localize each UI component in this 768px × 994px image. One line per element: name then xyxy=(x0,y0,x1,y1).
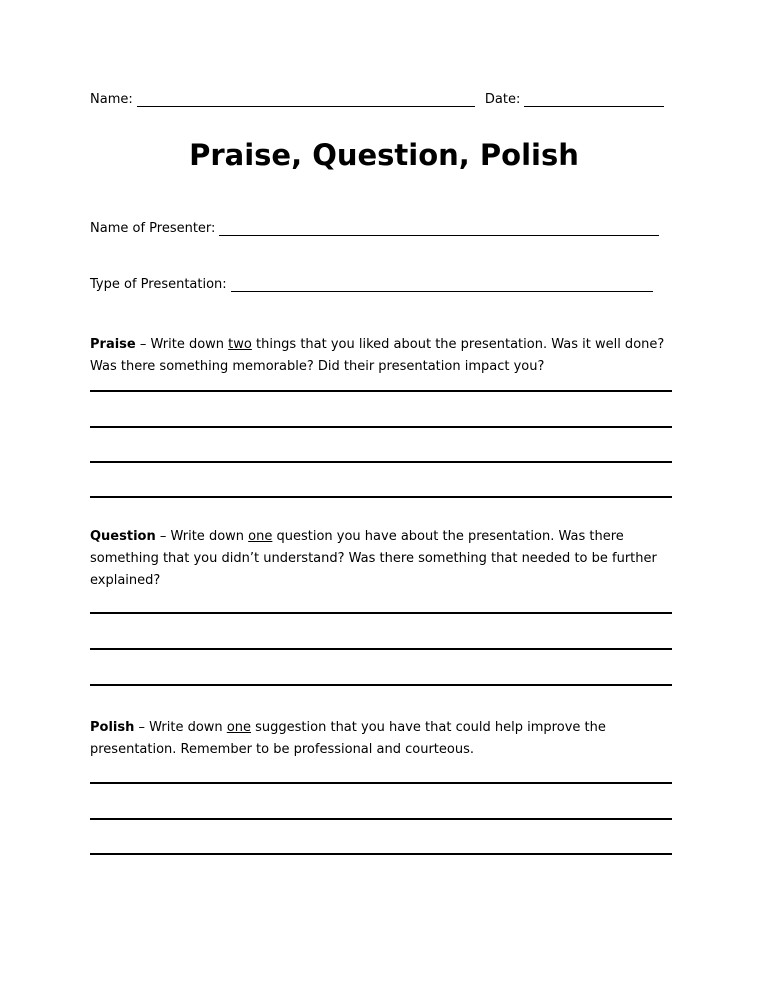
question-text: – Write down xyxy=(155,529,249,544)
polish-text-rest: suggestion that you have that could help improve the presentation. Remember to be professional and courteous. xyxy=(90,720,606,757)
question-line-3[interactable] xyxy=(90,684,672,686)
praise-instructions xyxy=(90,334,680,378)
date-field[interactable] xyxy=(524,92,664,107)
polish-count: one xyxy=(226,720,252,735)
question-instructions xyxy=(90,526,680,592)
polish-line-3[interactable] xyxy=(90,853,672,855)
polish-line-2[interactable] xyxy=(90,818,672,820)
polish-heading: Polish xyxy=(90,720,135,735)
praise-text-rest: things that you liked about the presentation. Was it well done? Was there something memorable? Did their presentation impact you? xyxy=(90,337,665,374)
polish-line-1[interactable] xyxy=(90,782,672,784)
praise-count: two xyxy=(228,337,252,352)
praise-line-1[interactable] xyxy=(90,390,672,392)
presenter-label: Name of Presenter: xyxy=(90,221,216,236)
presenter-row xyxy=(90,221,659,236)
praise-line-3[interactable] xyxy=(90,461,672,463)
praise-text: – Write down xyxy=(135,337,229,352)
presenter-field[interactable] xyxy=(219,221,659,236)
question-heading: Question xyxy=(90,529,156,544)
praise-heading: Praise xyxy=(90,337,136,352)
question-count: one xyxy=(248,529,273,544)
name-label: Name: xyxy=(90,92,133,107)
polish-text: – Write down xyxy=(134,720,227,735)
question-line-1[interactable] xyxy=(90,612,672,614)
type-label: Type of Presentation: xyxy=(90,277,227,292)
type-field[interactable] xyxy=(231,277,653,292)
type-row xyxy=(90,277,653,292)
praise-line-2[interactable] xyxy=(90,426,672,428)
question-line-2[interactable] xyxy=(90,648,672,650)
question-text-rest: question you have about the presentation. Was there something that you didn’t understand? Was there something that needed to be further explained? xyxy=(90,529,657,588)
praise-line-4[interactable] xyxy=(90,496,672,498)
page-title: Praise, Question, Polish xyxy=(189,138,579,172)
polish-instructions xyxy=(90,717,680,761)
name-field[interactable] xyxy=(137,92,475,107)
name-row xyxy=(90,92,664,107)
date-label: Date: xyxy=(484,92,521,107)
